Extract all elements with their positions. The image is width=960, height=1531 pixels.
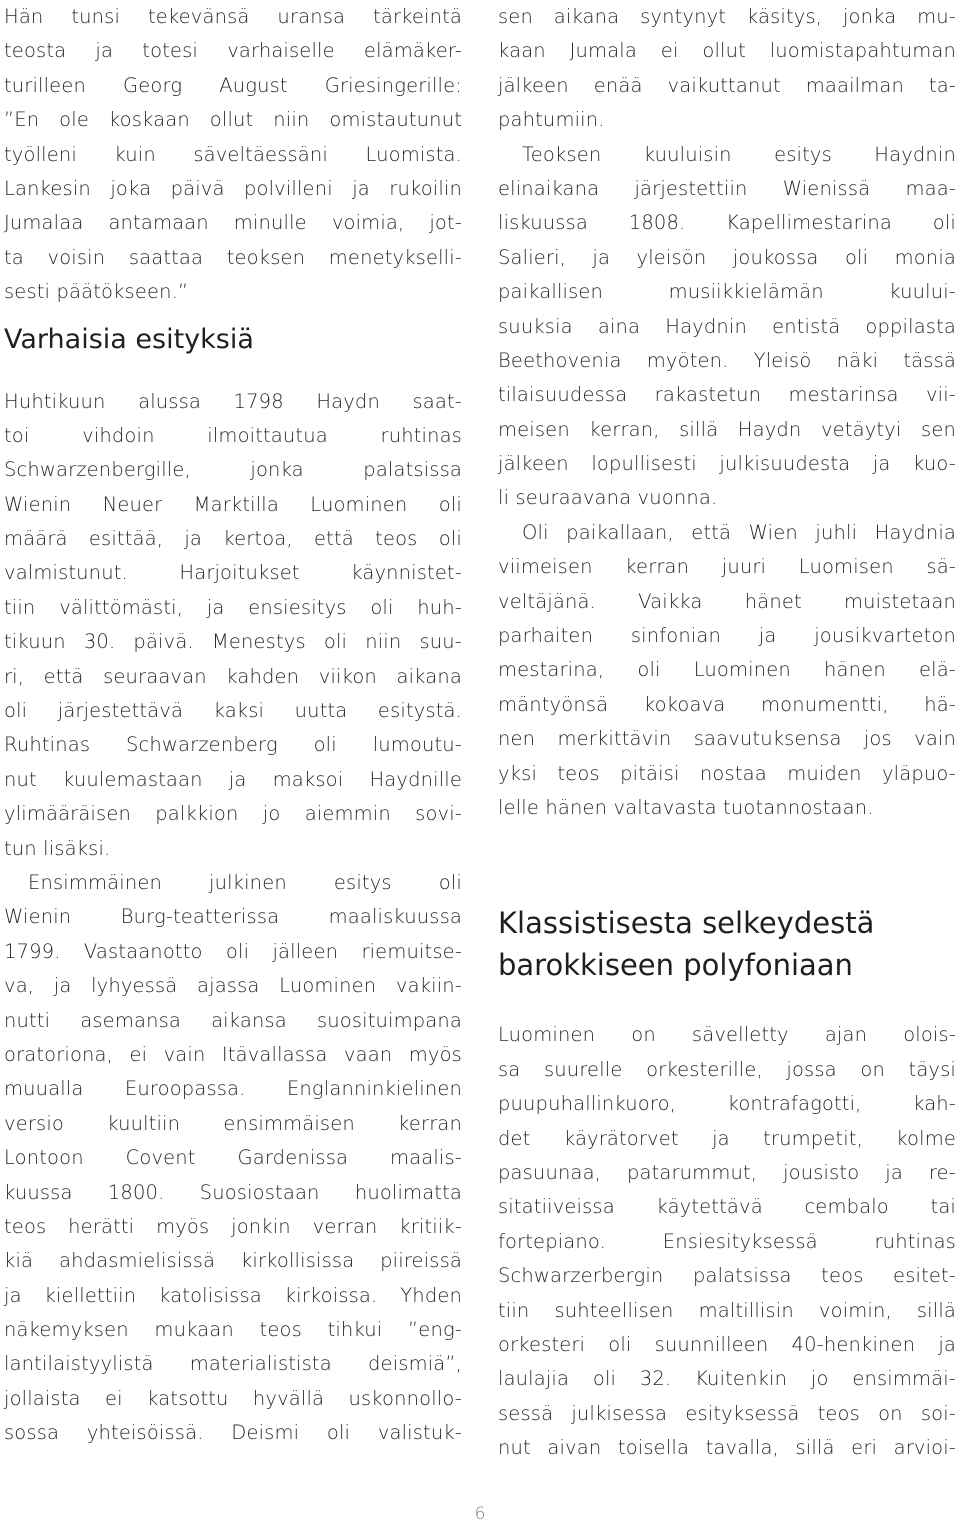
text-line: turilleen Georg August Griesingerille:	[4, 73, 462, 97]
text-line: meisen kerran, sillä Haydn vetäytyi sen	[498, 417, 956, 441]
text-line: oratoriona, ei vain Itävallassa vaan myös	[4, 1042, 462, 1066]
intro-quote-paragraph	[4, 0, 462, 310]
text-line: Lankesin joka päivä polvilleni ja rukoilin	[4, 176, 462, 200]
text-line: ri, että seuraavan kahden viikon aikana	[4, 664, 462, 688]
text-line: laulajia oli 32. Kuitenkin jo ensimmäi-	[498, 1367, 956, 1391]
text-line: näkemyksen mukaan teos tihkui ”eng-	[4, 1318, 462, 1342]
text-line: elinaikana järjestettiin Wienissä maa-	[498, 176, 956, 200]
text-line: Lontoon Covent Gardenissa maalis-	[4, 1146, 462, 1170]
section-heading: Varhaisia esityksiä	[4, 323, 254, 355]
text-line: Huhtikuun alussa 1798 Haydn saat-	[4, 389, 462, 413]
text-line: li seuraavana vuonna.	[498, 486, 718, 510]
text-line: fortepiano. Ensiesityksessä ruhtinas	[498, 1229, 956, 1253]
text-line: tiin suhteellisen maltillisin voimin, sillä	[498, 1298, 956, 1322]
paragraph	[4, 866, 462, 1451]
text-line: nut kuulemastaan ja maksoi Haydnille	[4, 767, 462, 791]
text-line: puupuhallinkuoro, kontrafagotti, kah-	[498, 1092, 956, 1116]
page-number: 6	[474, 1504, 486, 1524]
text-line: sa suurelle orkesterille, jossa on täysi	[498, 1057, 956, 1081]
text-line: ja kiellettiin katolisissa kirkoissa. Yhden	[4, 1283, 462, 1307]
text-line: Hän tunsi tekevänsä uransa tärkeintä	[4, 5, 462, 28]
text-line: jälkeen enää vaikuttanut maailman ta-	[498, 73, 956, 97]
text-line: tiin välittömästi, ja ensiesitys oli huh-	[4, 595, 462, 619]
text-line: 1799. Vastaanotto oli jälleen riemuitse-	[4, 939, 462, 963]
text-line: kiä ahdasmielisissä kirkollisissa piireissä	[4, 1249, 462, 1273]
text-line: Oli paikallaan, että Wien juhli Haydnia	[522, 520, 956, 544]
text-line: oli järjestettävä kaksi uutta esitystä.	[4, 699, 462, 723]
text-line: Luominen on sävelletty ajan olois-	[498, 1023, 956, 1047]
text-line: veltäjänä. Vaikka hänet muistetaan	[498, 589, 956, 613]
text-line: mestarina, oli Luominen hänen elä-	[498, 658, 956, 682]
text-line: sen aikana syntynyt käsitys, jonka mu-	[498, 5, 956, 28]
text-line: kuussa 1800. Suosiostaan huolimatta	[4, 1180, 462, 1204]
text-line: sitatiiveissa käytettävä cembalo tai	[498, 1195, 956, 1219]
text-line: jollaista ei katsottu hyvällä uskonnollo-	[4, 1386, 462, 1410]
text-line: nen merkittävin saavutuksensa jos vain	[498, 727, 956, 751]
text-line: sessä julkisessa esityksessä teos on soi-	[498, 1401, 956, 1425]
text-line: yksi teos pitäisi nostaa muiden yläpuo-	[498, 761, 956, 785]
text-line: parhaiten sinfonian ja jousikvarteton	[498, 624, 956, 648]
text-line: viimeisen kerran juuri Luomisen sä-	[498, 555, 956, 579]
text-line: versio kuultiin ensimmäisen kerran	[4, 1111, 462, 1135]
text-line: jälkeen lopullisesti julkisuudesta ja kuo-	[498, 452, 956, 476]
paragraph	[498, 516, 956, 826]
text-line: lelle hänen valtavasta tuotannostaan.	[498, 795, 874, 819]
left-column	[4, 0, 462, 1451]
text-line: sesti päätökseen.”	[4, 280, 189, 304]
text-line: nutti asemansa aikansa suosituimpana	[4, 1008, 462, 1032]
text-line: työlleni kuin säveltäessäni Luomista.	[4, 142, 462, 166]
text-line: liskuussa 1808. Kapellimestarina oli	[498, 211, 956, 235]
text-line: Schwarzerbergin palatsissa teos esitet-	[498, 1264, 956, 1288]
paragraph	[498, 0, 956, 138]
text-line: suuksia aina Haydnin entistä oppilasta	[498, 314, 956, 338]
paragraph	[498, 138, 956, 516]
text-line: Jumalaa antamaan minulle voimia, jot-	[4, 211, 462, 235]
text-line: paikallisen musiikkielämän kuului-	[498, 280, 956, 304]
text-line: lantilaistyylistä materialistista deismiä”,	[4, 1352, 462, 1376]
text-line: ylimääräisen palkkion jo aiemmin sovi-	[4, 802, 462, 826]
text-line: muualla Euroopassa. Englanninkielinen	[4, 1077, 462, 1101]
paragraph	[498, 1018, 956, 1465]
text-line: pasuunaa, patarummut, jousisto ja re-	[498, 1160, 956, 1184]
text-line: nut aivan toisella tavalla, sillä eri arvioi-	[498, 1436, 956, 1460]
text-line: va, ja lyhyessä ajassa Luominen vakiin-	[4, 974, 462, 998]
text-line: Ruhtinas Schwarzenberg oli lumoutu-	[4, 733, 462, 757]
text-line: teosta ja totesi varhaiselle elämäker-	[4, 39, 462, 63]
heading-line: barokkiseen polyfoniaan	[498, 948, 853, 983]
text-line: valmistunut. Harjoitukset käynnistet-	[4, 561, 462, 585]
text-line: kaan Jumala ei ollut luomistapahtuman	[498, 39, 956, 63]
text-line: det käyrätorvet ja trumpetit, kolme	[498, 1126, 956, 1150]
text-line: sossa yhteisöissä. Deismi oli valistuk-	[4, 1421, 462, 1445]
text-line: mäntyönsä kokoava monumentti, hä-	[498, 692, 956, 716]
section-heading	[498, 902, 956, 986]
paragraph	[4, 385, 462, 866]
text-line: Wienin Neuer Marktilla Luominen oli	[4, 492, 462, 516]
text-line: pahtumiin.	[498, 108, 605, 132]
text-line: tilaisuudessa rakastetun mestarinsa vii-	[498, 383, 956, 407]
text-line: Beethovenia myöten. Yleisö näki tässä	[498, 348, 956, 372]
text-line: ”En ole koskaan ollut niin omistautunut	[4, 108, 462, 132]
text-line: tun lisäksi.	[4, 836, 111, 860]
right-column	[498, 0, 956, 1465]
text-line: Ensimmäinen julkinen esitys oli	[28, 870, 462, 894]
text-line: Salieri, ja yleisön joukossa oli monia	[498, 245, 956, 269]
text-line: Wienin Burg-teatterissa maaliskuussa	[4, 905, 462, 929]
text-line: orkesteri oli suunnilleen 40-henkinen ja	[498, 1332, 956, 1356]
text-line: toi vihdoin ilmoittautua ruhtinas	[4, 423, 462, 447]
heading-line: Klassistisesta selkeydestä	[498, 906, 875, 941]
text-line: määrä esittää, ja kertoa, että teos oli	[4, 527, 462, 551]
text-line: ta voisin saattaa teoksen menetykselli-	[4, 245, 462, 269]
text-line: tikuun 30. päivä. Menestys oli niin suu-	[4, 630, 462, 654]
text-line: Schwarzenbergille, jonka palatsissa	[4, 458, 462, 482]
text-line: Teoksen kuuluisin esitys Haydnin	[522, 142, 956, 166]
text-line: teos herätti myös jonkin verran kritiik-	[4, 1214, 462, 1238]
